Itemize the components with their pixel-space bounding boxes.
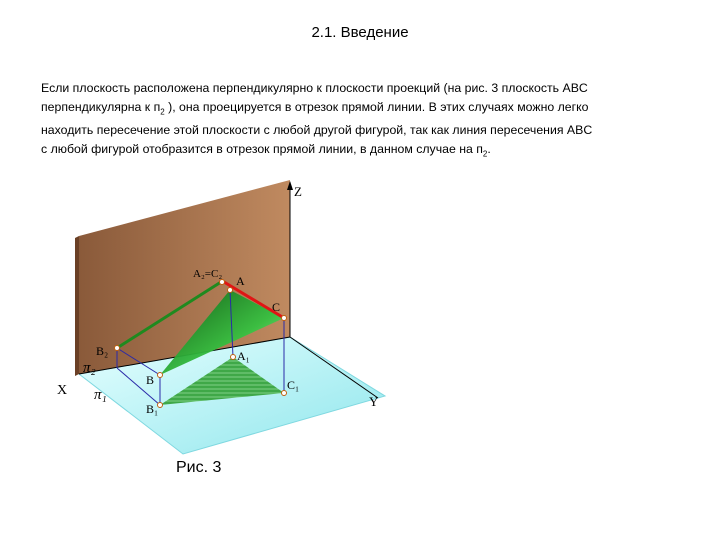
- point-a: [228, 288, 233, 293]
- paragraph-line-2-b: ), она проецируется в отрезок прямой линии. В этих случаях можно легко: [164, 100, 589, 114]
- label-a2c2: A₂=C₂: [193, 268, 223, 280]
- label-pi2: π₂: [83, 360, 96, 376]
- label-b: B: [146, 373, 155, 387]
- point-a1: [231, 355, 236, 360]
- vertical-plane-edge: [75, 236, 79, 376]
- label-pi1: π₁: [94, 387, 107, 403]
- point-b: [158, 373, 163, 378]
- label-b2: B₂: [96, 344, 109, 358]
- label-c1: C₁: [287, 378, 300, 392]
- paragraph-line-1: Если плоскость расположена перпендикулярно к плоскости проекций (на рис. 3 плоскость ABC: [41, 81, 588, 95]
- slide-title: 2.1. Введение: [311, 24, 409, 41]
- point-c1: [282, 391, 287, 396]
- point-a2c2: [220, 280, 225, 285]
- label-x: X: [57, 383, 68, 398]
- label-a1: A₁: [237, 349, 250, 363]
- figure-caption: Рис. 3: [176, 459, 222, 476]
- paragraph-line-4-b: .: [487, 142, 491, 157]
- paragraph-line-2-sub: 2: [160, 107, 165, 117]
- label-y: Y: [369, 394, 379, 409]
- label-a: A: [236, 274, 245, 288]
- paragraph-line-3: находить пересечение этой плоскости с любой другой фигурой, так как линия пересечения ABC: [41, 123, 593, 138]
- point-b2: [115, 346, 120, 351]
- label-z: Z: [294, 184, 302, 199]
- label-c: C: [272, 300, 281, 314]
- paragraph-line-4-a: с любой фигурой отобразится в отрезок прямой линии, в данном случае на п: [41, 142, 483, 157]
- label-b1: B₁: [146, 402, 159, 416]
- point-b1: [158, 403, 163, 408]
- point-c: [282, 316, 287, 321]
- paragraph-line-4-sub: 2: [482, 149, 488, 159]
- paragraph-line-2-a: перпендикулярна к п: [41, 100, 161, 114]
